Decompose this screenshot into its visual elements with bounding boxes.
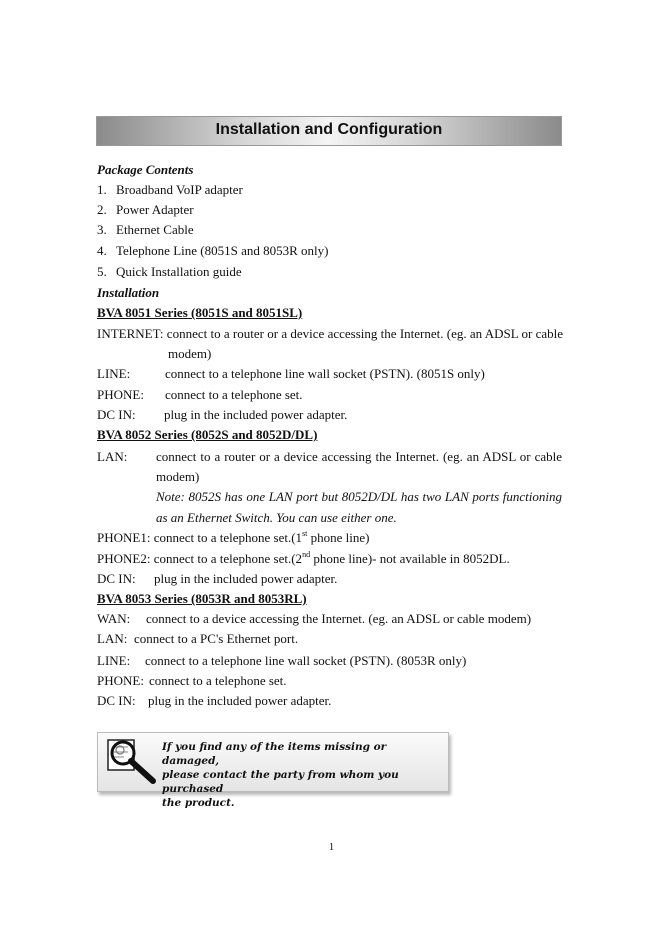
magnifier-icon (106, 737, 158, 785)
notice-line: please contact the party from whom you purchased (162, 769, 399, 795)
internet-port-desc-cont: modem) (168, 346, 212, 361)
page-number: 1 (328, 841, 335, 853)
port-text: connect to a telephone set. (149, 673, 287, 688)
port-text-end: phone line) (310, 530, 370, 545)
port-label: PHONE: (97, 673, 144, 688)
port-text: connect to a telephone line wall socket (PSTN). (8051S only) (165, 366, 485, 381)
package-contents-heading: Package Contents (97, 162, 194, 177)
list-item-text: Power Adapter (116, 202, 194, 217)
ordinal-suffix: nd (302, 550, 311, 559)
port-text: PHONE2: connect to a telephone set.(2 (97, 551, 303, 566)
port-text: plug in the included power adapter. (148, 693, 332, 708)
bva8051-heading: BVA 8051 Series (8051S and 8051SL) (97, 305, 303, 320)
port-text-end: phone line)- not available in 8052DL. (313, 551, 510, 566)
dcin-port-desc (97, 571, 337, 587)
phone-port-desc (97, 387, 303, 403)
port-text: plug in the included power adapter. (154, 571, 338, 586)
dcin-port-desc (97, 407, 347, 423)
port-label: LINE: (97, 366, 131, 381)
page-title: Installation and Configuration (215, 121, 443, 138)
port-text: connect to a telephone set. (165, 387, 303, 402)
installation-heading: Installation (97, 285, 160, 300)
bva8053-heading: BVA 8053 Series (8053R and 8053RL) (97, 591, 307, 606)
section-banner (96, 116, 562, 146)
dcin-port-desc (97, 693, 331, 709)
list-item-text: Ethernet Cable (116, 222, 194, 237)
port-label: WAN: (97, 611, 131, 626)
port-label: INTERNET: (97, 326, 164, 341)
phone1-port-desc (97, 530, 370, 546)
notice-line: If you find any of the items missing or damaged, (162, 741, 387, 767)
notice-box (97, 732, 449, 809)
phone2-port-desc (97, 551, 510, 567)
bva8052-heading: BVA 8052 Series (8052S and 8052D/DL) (97, 427, 318, 442)
port-label: LAN: (97, 631, 128, 646)
port-label: DC IN: (97, 407, 136, 422)
list-item-text: Telephone Line (8051S and 8053R only) (116, 243, 329, 258)
lan-port-text: connect to a router or a device accessing the Internet. (eg. an ADSL or cable (156, 449, 562, 464)
list-item-number: 3. (97, 222, 107, 237)
list-item-text: Quick Installation guide (116, 264, 242, 279)
port-text: PHONE1: connect to a telephone set.(1 (97, 530, 303, 545)
port-label: LINE: (97, 653, 131, 668)
port-text: connect to a telephone line wall socket (PSTN). (8053R only) (145, 653, 467, 668)
notice-line: the product. (162, 797, 235, 809)
list-item-number: 4. (97, 243, 107, 258)
lan-port-text-cont: modem) (156, 469, 200, 484)
port-label: PHONE: (97, 387, 144, 402)
port-label: DC IN: (97, 693, 136, 708)
phone-port-desc (97, 673, 287, 689)
list-item (97, 243, 328, 259)
port-text: plug in the included power adapter. (164, 407, 348, 422)
list-item (97, 182, 243, 198)
lan-port-desc (97, 631, 298, 647)
lan-port-label: LAN: (97, 449, 128, 464)
list-item-text: Broadband VoIP adapter (116, 182, 243, 197)
lan-note-line2: as an Ethernet Switch. You can use either one. (156, 510, 397, 525)
port-text: connect to a PC's Ethernet port. (134, 631, 299, 646)
list-item-number: 1. (97, 182, 107, 197)
list-item-number: 2. (97, 202, 107, 217)
line-port-desc (97, 366, 485, 382)
list-item (97, 264, 242, 280)
internet-port-desc (97, 326, 563, 342)
port-text: connect to a device accessing the Internet. (eg. an ADSL or cable modem) (146, 611, 532, 626)
notice-text (162, 740, 444, 810)
list-item (97, 222, 194, 238)
port-text: connect to a router or a device accessing the Internet. (eg. an ADSL or cable (166, 326, 563, 341)
wan-port-desc (97, 611, 531, 627)
list-item-number: 5. (97, 264, 107, 279)
port-label: DC IN: (97, 571, 136, 586)
lan-note-line1: Note: 8052S has one LAN port but 8052D/DL has two LAN ports functioning (156, 489, 562, 504)
ordinal-suffix: st (302, 529, 308, 538)
line-port-desc (97, 653, 466, 669)
list-item (97, 202, 194, 218)
